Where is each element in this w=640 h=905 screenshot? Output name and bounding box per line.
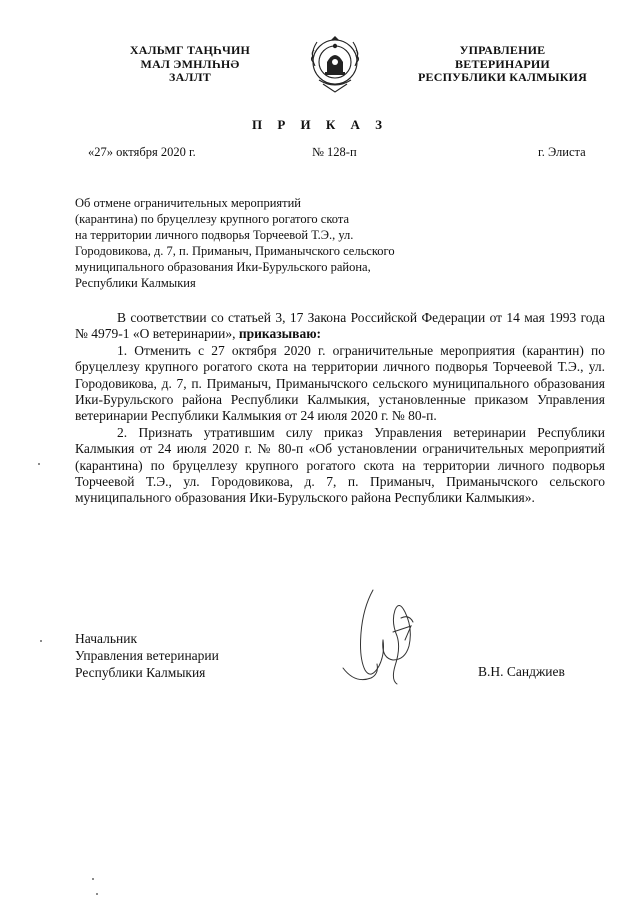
document-body	[75, 310, 605, 507]
signer-title-line: Управления ветеринарии	[75, 648, 219, 663]
coat-of-arms-icon	[305, 32, 365, 94]
header-right-russian	[395, 44, 610, 85]
subject-line: муниципального образования Ики-Бурульского района,	[75, 260, 371, 274]
order-item-1: 1. Отменить с 27 октября 2020 г. ограничительные мероприятия (карантин) по бруцеллезу крупного рогатого скота на территории личного подворья Торчеевой Т.Э., ул. Городовикова, д. 7, п. Приманыч, Приманычского сельского муниципального образования Ики-Бурульского района Республики Калмыкия, установленные приказом Управления ветеринарии Республики Калмыкия от 24 июля 2020 г. № 80-п.	[75, 342, 605, 424]
scan-speck	[92, 878, 94, 880]
preamble-paragraph	[75, 310, 605, 343]
header-right-line: УПРАВЛЕНИЕ	[459, 43, 546, 57]
subject-line: (карантина) по бруцеллезу крупного рогатого скота	[75, 212, 350, 226]
document-subject	[75, 195, 475, 291]
header-left-line: МАЛ ЭМНЛҺНӘ	[140, 56, 240, 71]
signer-title-line: Республики Калмыкия	[75, 665, 206, 680]
preamble-text: В соответствии со статьей 3, 17 Закона Российской Федерации от 14 мая 1993 года № 4979-1 «О ветеринарии»,	[75, 310, 605, 342]
signer-title-line: Начальник	[75, 631, 138, 646]
signature-icon	[335, 588, 440, 693]
header-left-kalmyk	[95, 44, 285, 85]
scan-speck	[40, 640, 42, 642]
document-number: № 128-п	[312, 145, 357, 159]
scan-speck	[38, 463, 40, 465]
header-right-line: РЕСПУБЛИКИ КАЛМЫКИЯ	[417, 70, 587, 84]
signer-name: В.Н. Санджиев	[478, 664, 565, 679]
order-item-2: 2. Признать утратившим силу приказ Управления ветеринарии Республики Калмыкия от 24 июля 2020 г. № 80-п «Об установлении ограничительных мероприятий (карантина) по бруцеллезу крупного рогатого скота на территории личного подворья Торчеевой Т.Э., ул. Городовикова, д. 7, п. Приманыч, Приманычского сельского муниципального образования Ики-Бурульского района Республики Калмыкия».	[75, 424, 605, 506]
document-city: г. Элиста	[538, 145, 586, 159]
subject-line: на территории личного подворья Торчеевой Т.Э., ул.	[75, 228, 354, 242]
header-left-line: ХАЛЬМГ ТАҢҺЧИН	[129, 43, 251, 57]
signer-title	[75, 630, 219, 681]
scan-speck	[96, 893, 98, 895]
document-title: П Р И К А З	[251, 117, 389, 132]
subject-line: Городовикова, д. 7, п. Приманыч, Приманычского сельского	[75, 244, 395, 258]
subject-line: Республики Калмыкия	[75, 276, 196, 290]
header-right-line: ВЕТЕРИНАРИИ	[455, 56, 550, 71]
document-date: «27» октября 2020 г.	[88, 145, 196, 159]
subject-line: Об отмене ограничительных мероприятий	[75, 196, 302, 210]
header-left-line: ЗАЛЛТ	[169, 70, 211, 84]
preamble-order-word: приказываю:	[238, 326, 322, 342]
